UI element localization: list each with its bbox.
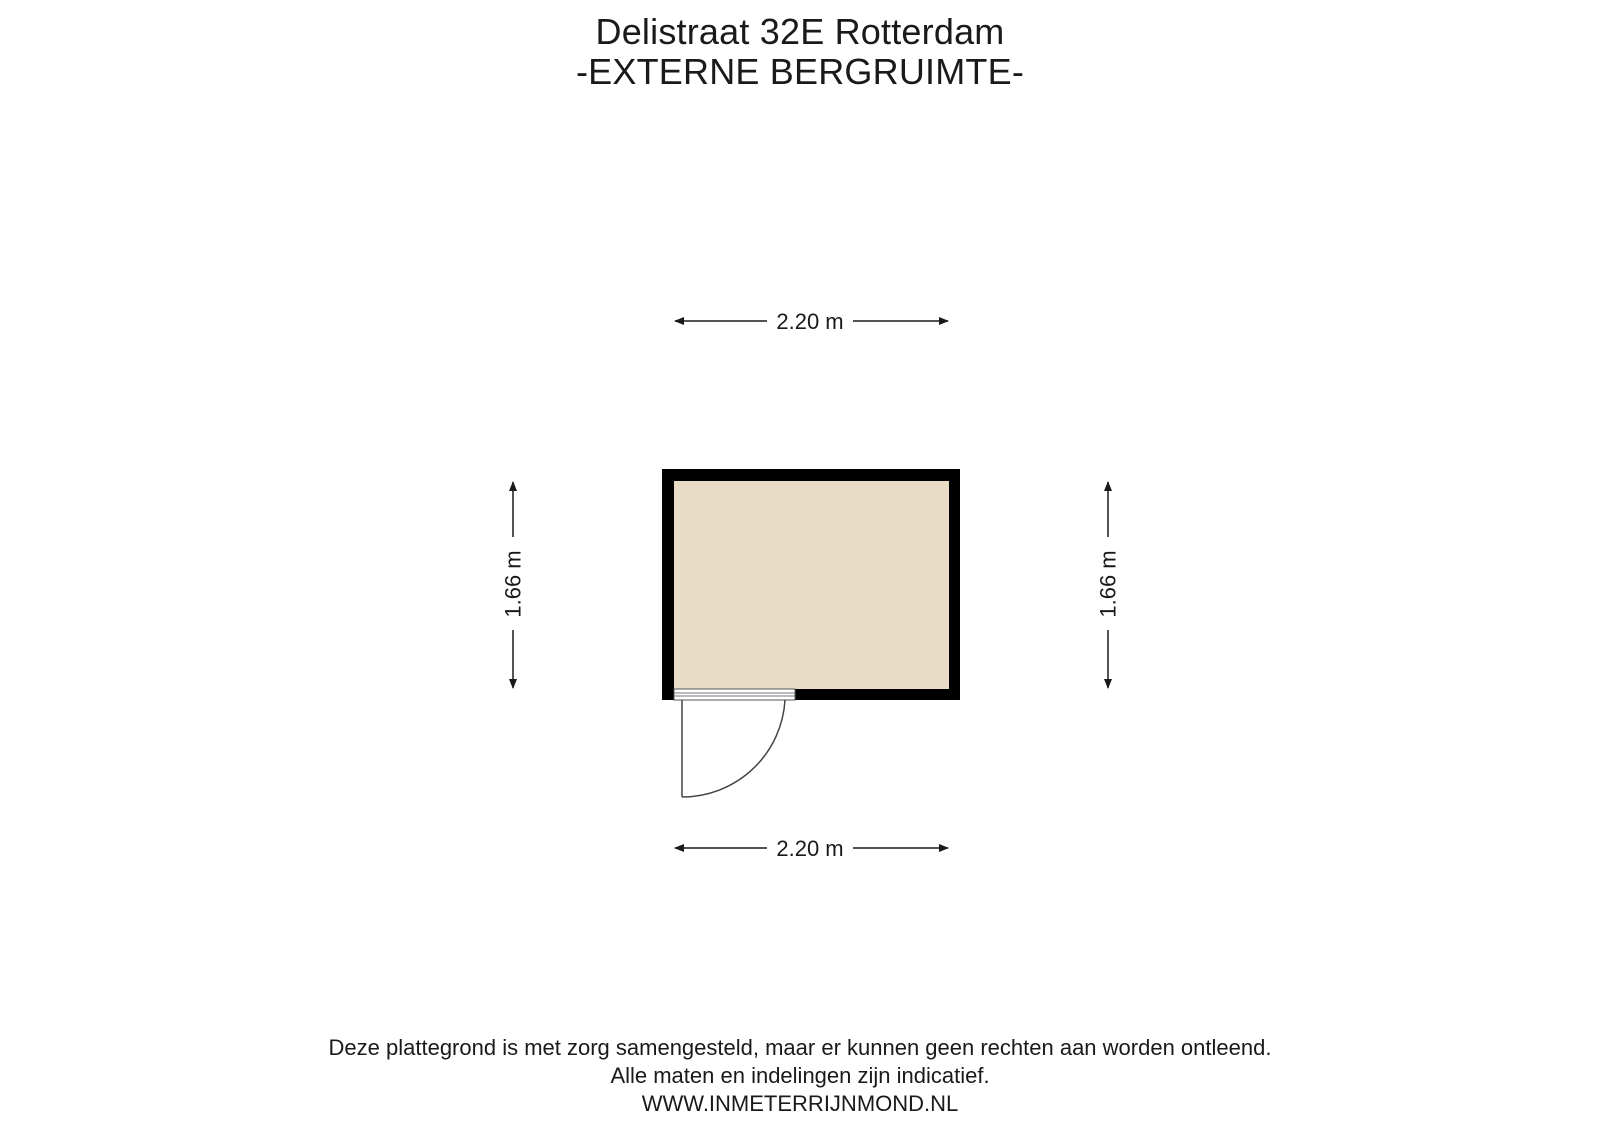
left-height-dimension	[501, 482, 526, 688]
address-title: Delistraat 32E Rotterdam	[595, 11, 1005, 52]
bottom-width-label: 2.20 m	[776, 836, 844, 861]
right-height-label: 1.66 m	[1095, 550, 1121, 618]
top-width-dimension	[675, 309, 948, 334]
left-height-label: 1.66 m	[500, 550, 526, 618]
room-floor	[674, 481, 949, 689]
top-width-label: 2.20 m	[776, 309, 844, 334]
footer	[0, 1034, 1600, 1118]
door-threshold	[674, 689, 795, 700]
website-text: WWW.INMETERRIJNMOND.NL	[641, 1091, 959, 1116]
right-height-dimension	[1096, 482, 1121, 688]
indicative-note: Alle maten en indelingen zijn indicatief.	[610, 1063, 990, 1088]
room-subtitle: -EXTERNE BERGRUIMTE-	[575, 51, 1025, 92]
disclaimer-text: Deze plattegrond is met zorg samengesteld, maar er kunnen geen rechten aan worden ontleend.	[328, 1035, 1272, 1060]
door-swing	[682, 700, 785, 797]
bottom-width-dimension	[675, 836, 948, 861]
